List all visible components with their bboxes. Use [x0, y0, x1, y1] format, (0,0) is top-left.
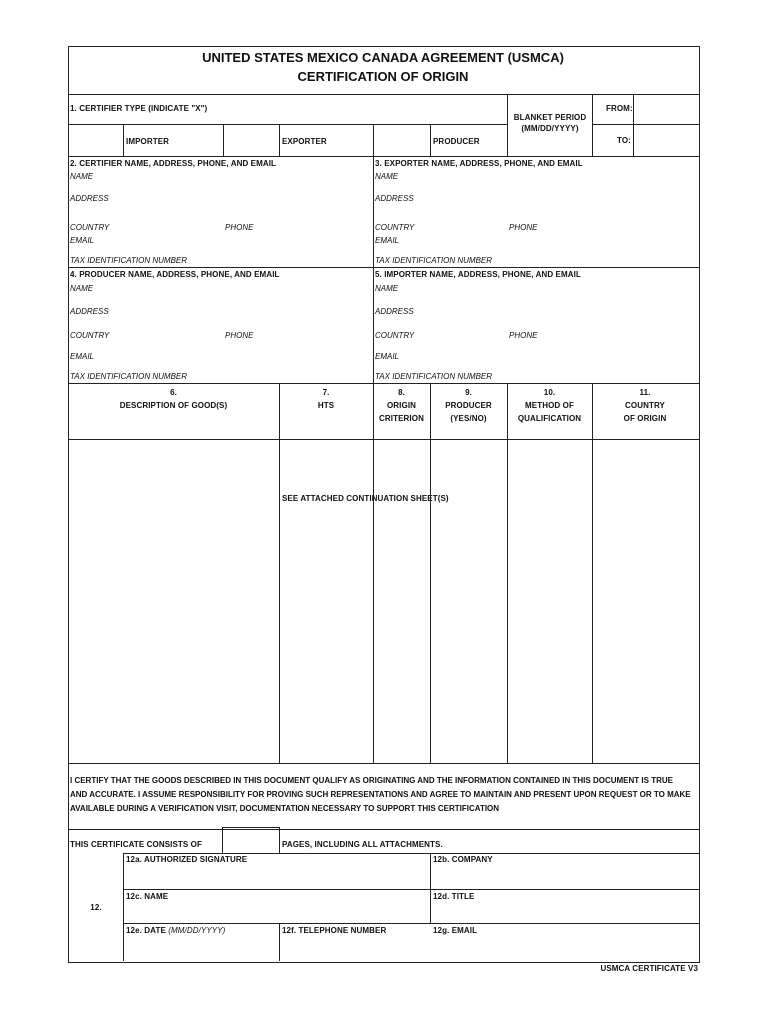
- blanket-from-field[interactable]: [634, 95, 698, 123]
- signature-block-number: 12.: [90, 903, 102, 912]
- certifier-type-label: 1. CERTIFIER TYPE (INDICATE "X"): [70, 104, 208, 113]
- authorized-signature-label: 12a. AUTHORIZED SIGNATURE: [126, 855, 248, 864]
- section2-email-label[interactable]: EMAIL: [70, 236, 95, 245]
- section4-country-label[interactable]: COUNTRY: [70, 331, 110, 340]
- col9-header-line2: (YES/NO): [450, 414, 487, 423]
- title-field[interactable]: [431, 901, 698, 922]
- section4-email-label[interactable]: EMAIL: [70, 352, 95, 361]
- importer-checkbox[interactable]: [69, 125, 122, 155]
- col11-header-line1: COUNTRY: [625, 401, 665, 410]
- page-count-field[interactable]: [222, 827, 280, 854]
- section5-country-label[interactable]: COUNTRY: [375, 331, 415, 340]
- section3-name-label[interactable]: NAME: [375, 172, 399, 181]
- form-title: UNITED STATES MEXICO CANADA AGREEMENT (USMCA): [202, 50, 564, 65]
- exporter-checkbox[interactable]: [224, 125, 278, 155]
- name-field[interactable]: [124, 901, 429, 922]
- section4-phone-label[interactable]: PHONE: [225, 331, 254, 340]
- date-label-text: 12e. DATE: [126, 926, 169, 935]
- col11-number: 11.: [639, 388, 651, 397]
- producer-label: PRODUCER: [433, 137, 480, 146]
- section3-country-label[interactable]: COUNTRY: [375, 223, 415, 232]
- col8-header-line2: CRITERION: [379, 414, 424, 423]
- col6-header: DESCRIPTION OF GOOD(S): [119, 401, 228, 410]
- section4-address-label[interactable]: ADDRESS: [70, 307, 109, 316]
- col9-header-line1: PRODUCER: [445, 401, 492, 410]
- section2-name-label[interactable]: NAME: [70, 172, 94, 181]
- section3-address-label[interactable]: ADDRESS: [375, 194, 414, 203]
- section5-address-label[interactable]: ADDRESS: [375, 307, 414, 316]
- blanket-from-label: FROM:: [606, 104, 633, 113]
- col11-header-line2: OF ORIGIN: [623, 414, 667, 423]
- pages-suffix-label: PAGES, INCLUDING ALL ATTACHMENTS.: [282, 840, 443, 849]
- email-field[interactable]: [431, 935, 698, 960]
- form-subtitle: CERTIFICATION OF ORIGIN: [297, 69, 469, 84]
- telephone-label: 12f. TELEPHONE NUMBER: [282, 926, 387, 935]
- certification-line2: AND ACCURATE. I ASSUME RESPONSIBILITY FOR PROVING SUCH REPRESENTATIONS AND AGREE TO MAINTAIN AND PRESENT UPON REQUEST OR TO MAKE: [70, 790, 691, 799]
- authorized-signature-field[interactable]: [124, 864, 429, 888]
- continuation-note: SEE ATTACHED CONTINUATION SHEET(S): [282, 494, 449, 503]
- section2-tax-id-label[interactable]: TAX IDENTIFICATION NUMBER: [70, 256, 188, 265]
- section3-heading: 3. EXPORTER NAME, ADDRESS, PHONE, AND EMAIL: [375, 159, 583, 168]
- section4-heading: 4. PRODUCER NAME, ADDRESS, PHONE, AND EMAIL: [70, 270, 280, 279]
- col8-header-line1: ORIGIN: [386, 401, 417, 410]
- section2-country-label[interactable]: COUNTRY: [70, 223, 110, 232]
- company-label: 12b. COMPANY: [433, 855, 493, 864]
- form-version: USMCA CERTIFICATE V3: [600, 964, 698, 973]
- date-format-hint: (MM/DD/YYYY): [168, 926, 226, 935]
- certification-line3: AVAILABLE DURING A VERIFICATION VISIT, DOCUMENTATION NECESSARY TO SUPPORT THIS CERTIFICATION: [70, 804, 500, 813]
- col7-number: 7.: [322, 388, 330, 397]
- col8-number: 8.: [398, 388, 405, 397]
- section5-email-label[interactable]: EMAIL: [375, 352, 400, 361]
- telephone-field[interactable]: [280, 935, 429, 960]
- name-label: 12c. NAME: [126, 892, 169, 901]
- blanket-period-label: BLANKET PERIOD: [513, 113, 587, 122]
- producer-checkbox[interactable]: [374, 125, 429, 155]
- section3-email-label[interactable]: EMAIL: [375, 236, 400, 245]
- section2-phone-label[interactable]: PHONE: [225, 223, 254, 232]
- col10-header-line1: METHOD OF: [525, 401, 574, 410]
- section3-phone-label[interactable]: PHONE: [509, 223, 538, 232]
- col6-number: 6.: [170, 388, 177, 397]
- section3-tax-id-label[interactable]: TAX IDENTIFICATION NUMBER: [375, 256, 493, 265]
- col10-number: 10.: [543, 388, 556, 397]
- section5-heading: 5. IMPORTER NAME, ADDRESS, PHONE, AND EMAIL: [375, 270, 581, 279]
- section2-heading: 2. CERTIFIER NAME, ADDRESS, PHONE, AND EMAIL: [70, 159, 277, 168]
- blanket-to-label: TO:: [617, 136, 631, 145]
- section2-address-label[interactable]: ADDRESS: [70, 194, 109, 203]
- date-label: [126, 926, 225, 935]
- company-field[interactable]: [431, 864, 698, 888]
- exporter-label: EXPORTER: [282, 137, 327, 146]
- date-field[interactable]: [124, 935, 278, 960]
- pages-prefix-label: THIS CERTIFICATE CONSISTS OF: [70, 840, 202, 849]
- section4-tax-id-label[interactable]: TAX IDENTIFICATION NUMBER: [70, 372, 188, 381]
- email-label: 12g. EMAIL: [433, 926, 478, 935]
- title-label: 12d. TITLE: [433, 892, 475, 901]
- section5-name-label[interactable]: NAME: [375, 284, 399, 293]
- section5-phone-label[interactable]: PHONE: [509, 331, 538, 340]
- blanket-period-format: (MM/DD/YYYY): [521, 124, 579, 133]
- col7-header: HTS: [317, 401, 335, 410]
- col10-header-line2: QUALIFICATION: [517, 414, 582, 423]
- goods-table-body[interactable]: [69, 440, 698, 762]
- section5-tax-id-label[interactable]: TAX IDENTIFICATION NUMBER: [375, 372, 493, 381]
- certification-line1: I CERTIFY THAT THE GOODS DESCRIBED IN THIS DOCUMENT QUALIFY AS ORIGINATING AND THE INFORMATION CONTAINED IN THIS DOCUMENT IS TRUE: [70, 776, 673, 785]
- section4-name-label[interactable]: NAME: [70, 284, 94, 293]
- importer-label: IMPORTER: [126, 137, 170, 146]
- blanket-to-field[interactable]: [634, 125, 698, 155]
- col9-number: 9.: [465, 388, 472, 397]
